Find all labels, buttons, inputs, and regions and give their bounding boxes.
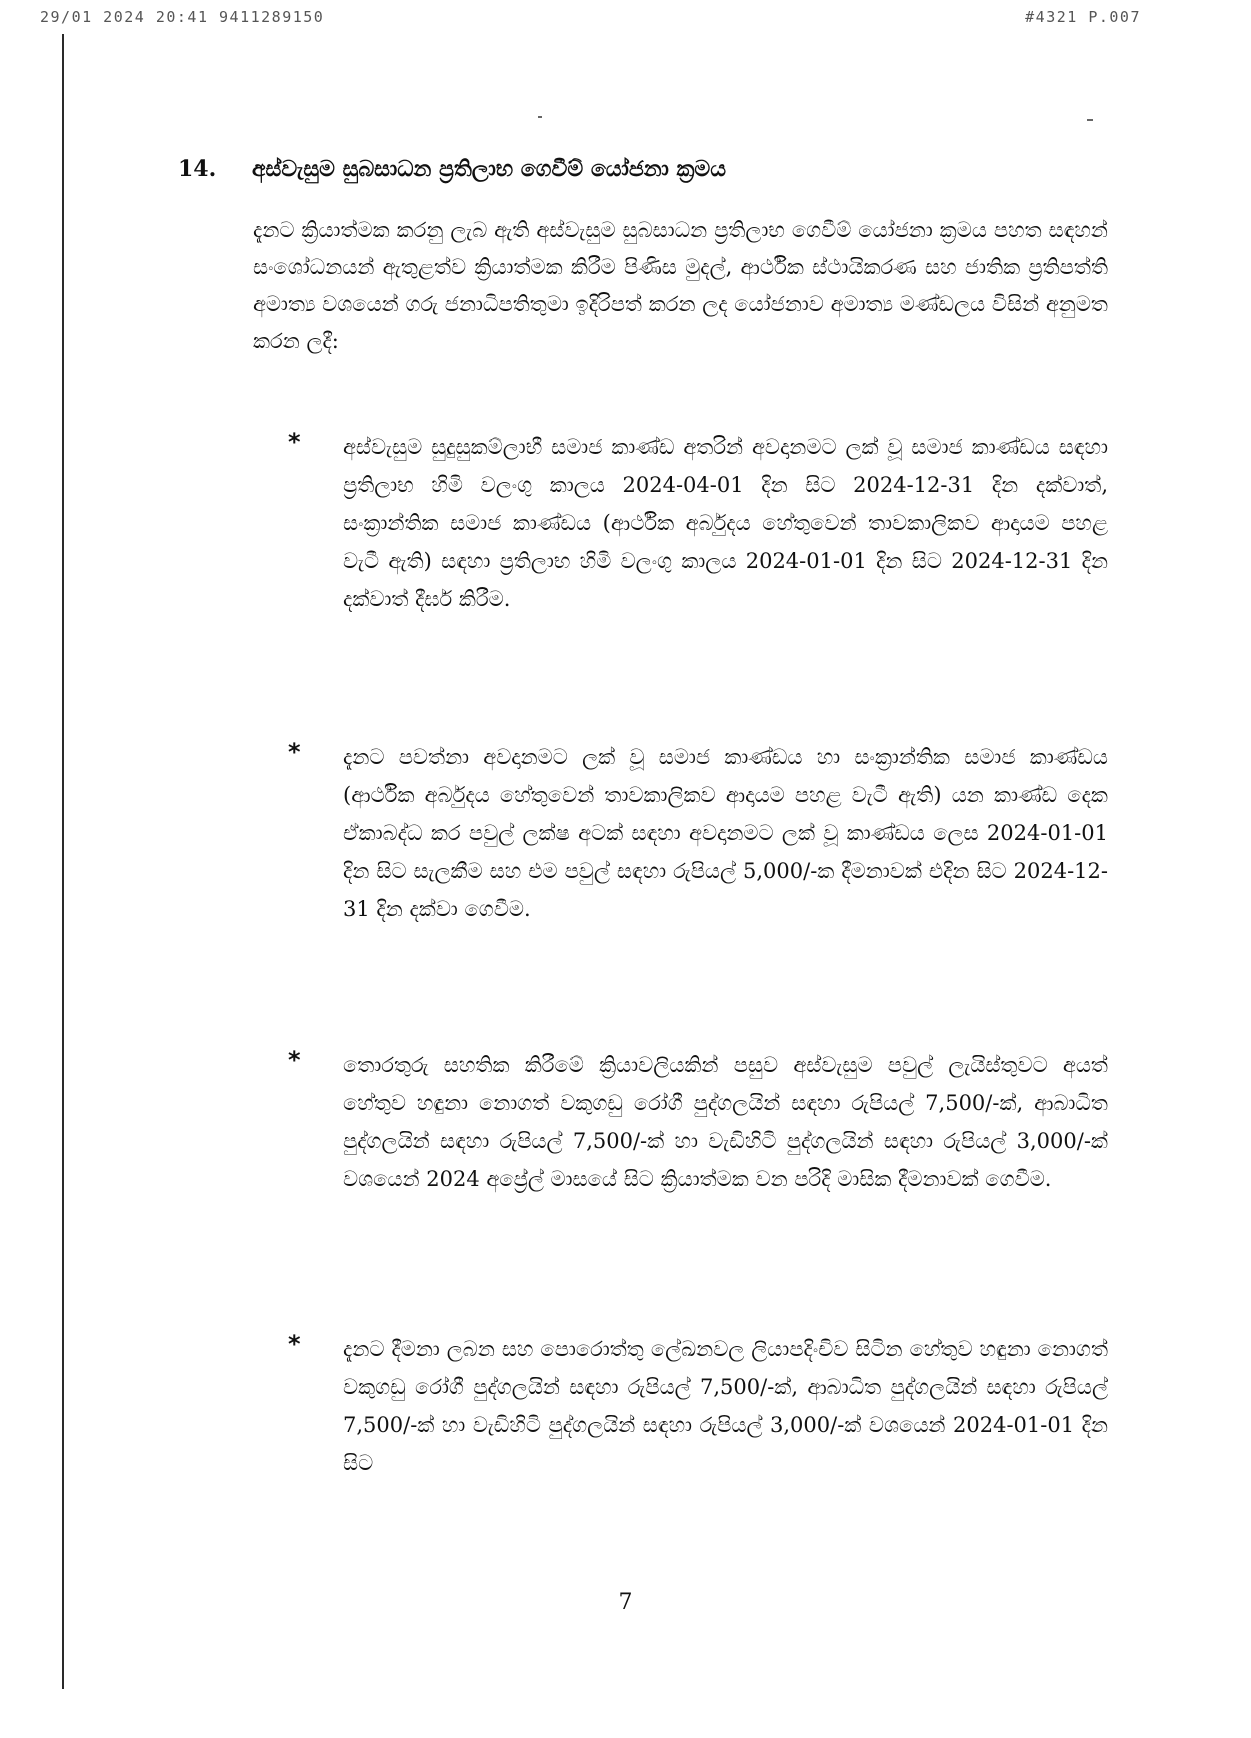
fax-header [40,8,1141,32]
list-item-text: අස්වැසුම සුදුසුකම්ලාභී සමාජ කාණ්ඩ අතරින් අවදානමට ලක් වූ සමාජ කාණ්ඩය සඳහා ප්‍රතිලාභ හිමි වලංගු කාලය 2024-04-01 දින සිට 2024-12-31 දින දක්වාත්, සංක්‍රාන්තික සමාජ කාණ්ඩය (ආර්ථික අර්බුදය හේතුවෙන් තාවකාලිකව ආදායම පහළ වැටී ඇති) සඳහා ප්‍රතිලාභ හිමි වලංගු කාලය 2024-01-01 දින සිට 2024-12-31 දින දක්වාත් දීර්ඝ කිරීම. [343,435,1108,611]
section-heading [178,156,1078,192]
list-item-text: තොරතුරු සහතික කිරීමේ ක්‍රියාවලියකින් පසුව අස්වැසුම පවුල් ලැයිස්තුවට අයත් හේතුව හඳුනා නොගත් වකුගඩු රෝගී පුද්ගලයින් සඳහා රුපියල් 7,500/-ක්, ආබාධිත පුද්ගලයින් සඳහා රුපියල් 7,500/-ක් හා වැඩිහිටි පුද්ගලයින් සඳහා රුපියල් 3,000/-ක් වශයෙන් 2024 අප්‍රේල් මාසයේ සිට ක්‍රියාත්මක වන පරිදි මාසික දීමනාවක් ගෙවීම. [343,1053,1108,1191]
bullet-asterisk: * [288,1330,301,1358]
bullet-asterisk: * [288,428,301,456]
scan-speck [1087,119,1093,121]
list-item-text: දැනට දීමනා ලබන සහ පොරොත්තු ලේඛනවල ලියාපදිංචිව සිටින හේතුව හඳුනා නොගත් වකුගඩු රෝගී පුද්ගලයින් සඳහා රුපියල් 7,500/-ක්, ආබාධිත පුද්ගලයින් සඳහා රුපියල් 7,500/-ක් හා වැඩිහිටි පුද්ගලයින් සඳහා රුපියල් 3,000/-ක් වශයෙන් 2024-01-01 දින සිට [343,1337,1108,1475]
list-item-text: දැනට පවත්නා අවදානමට ලක් වූ සමාජ කාණ්ඩය හා සංක්‍රාන්තික සමාජ කාණ්ඩය (ආර්ථික අර්බුදය හේතුවෙන් තාවකාලිකව ආදායම පහළ වැටී ඇති) යන කාණ්ඩ දෙක ඒකාබද්ධ කර පවුල් ලක්ෂ අටක් සඳහා අවදානමට ලක් වූ කාණ්ඩය ලෙස 2024-01-01 දින සිට සැලකීම සහ එම පවුල් සඳහා රුපියල් 5,000/-ක දීමනාවක් එදින සිට 2024-12-31 දින දක්වා ගෙවීම. [343,745,1108,921]
intro-paragraph: දැනට ක්‍රියාත්මක කරනු ලැබ ඇති අස්වැසුම සුබසාධන ප්‍රතිලාභ ගෙවීම් යෝජනා ක්‍රමය පහත සඳහන් සංශෝධනයන් ඇතුළත්ව ක්‍රියාත්මක කිරීම පිණිස මුදල්, ආර්ථික ස්ථායිකරණ සහ ජාතික ප්‍රතිපත්ති අමාත්‍ය වශයෙන් ගරු ජනාධිපතිතුමා ඉදිරිපත් කරන ලද යෝජනාව අමාත්‍ය මණ්ඩලය විසින් අනුමත කරන ලදී: [253,218,1108,353]
section-title: අස්වැසුම සුබසාධන ප්‍රතිලාභ ගෙවීම් යෝජනා ක්‍රමය [252,156,727,182]
section-number: 14. [178,156,217,182]
fax-page-ref: #4321 P.007 [1025,8,1141,26]
scan-speck [538,116,542,118]
bullet-asterisk: * [288,738,301,766]
bullet-asterisk: * [288,1046,301,1074]
fax-timestamp: 29/01 2024 20:41 9411289150 [40,8,325,26]
page-number: 7 [618,1590,633,1615]
left-margin-line [62,34,64,1689]
